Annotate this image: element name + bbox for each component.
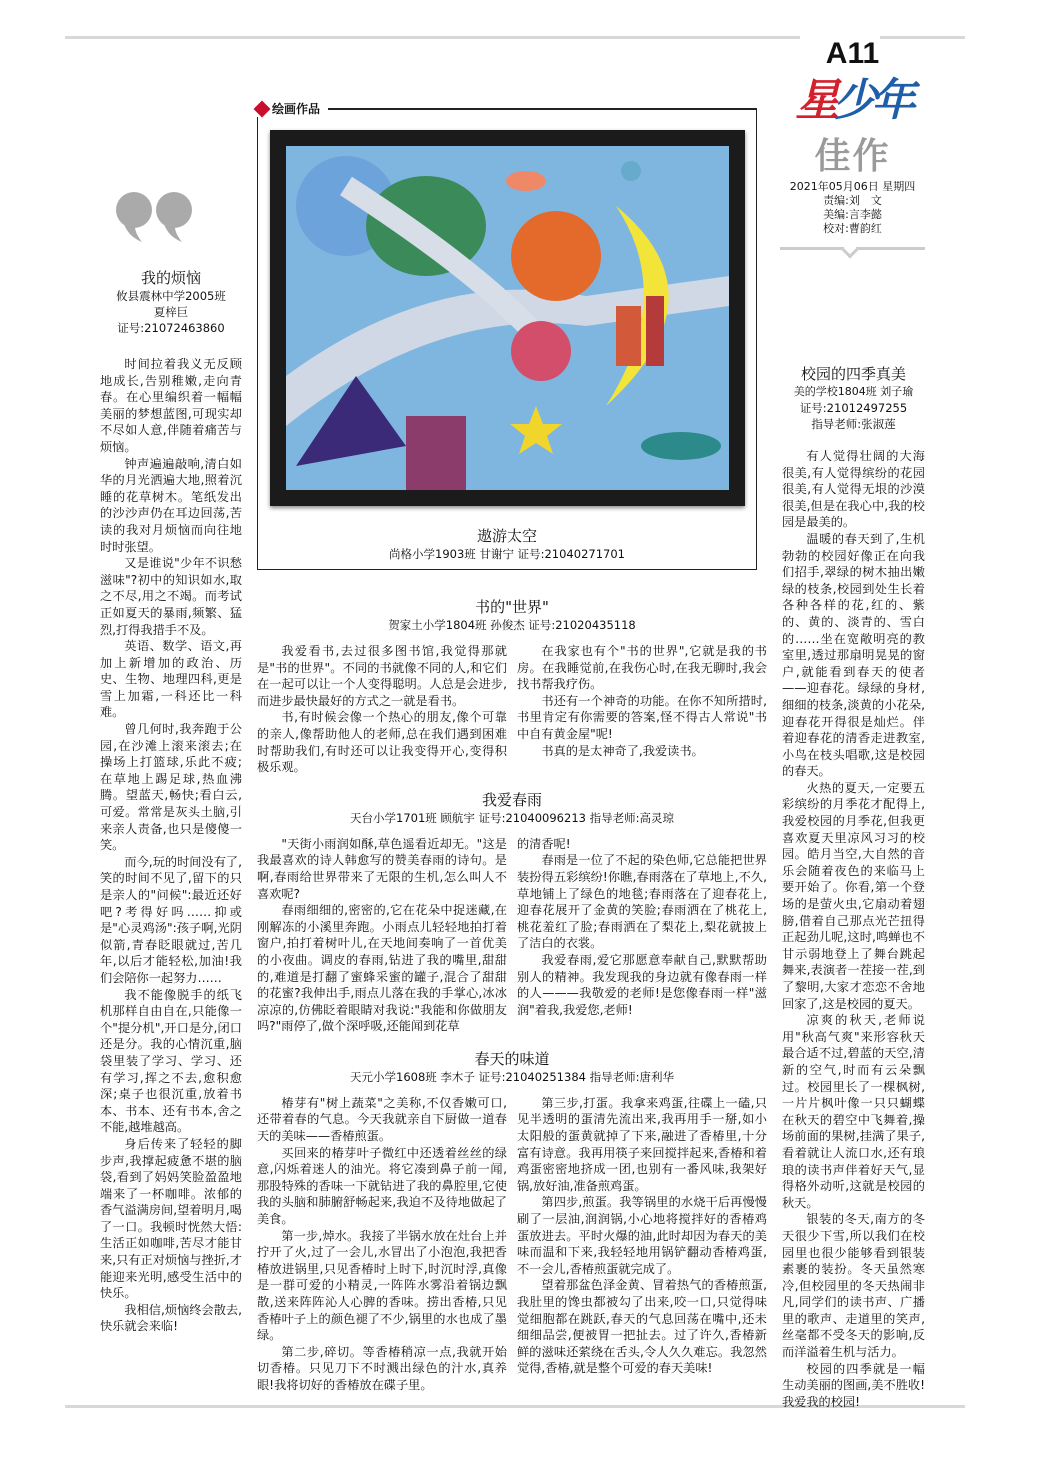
paragraph: 书,有时候会像一个热心的朋友,像个可靠的亲人,像帮助他人的老师,总在我们遇到困难时帮助我们,有时还可以让我变得开心,变得积极乐观。 — [257, 710, 507, 775]
taste-col-2 — [517, 1095, 767, 1394]
rain-article — [257, 790, 767, 1035]
paragraph: 第二步,碎切。等香椿稍凉一点,我就开始切香椿。只见刀下不时溅出绿色的汁水,真养眼!我将切好的香椿放在碟子里。 — [257, 1344, 507, 1392]
article-credit: 天元小学1608班 李木子 证号:21040251384 指导老师:唐利华 — [350, 1069, 674, 1084]
center-articles — [257, 597, 767, 1408]
paragraph: 而今,玩的时间没有了,笑的时间不见了,留下的只是亲人的"问候":最近还好吧?考得好吗……抑或是"心灵鸡汤":孩子啊,光阴似箭,青春眨眼就过,苦几年,以后才能轻松,加油!我们会陪你一起努力…… — [100, 854, 242, 985]
paragraph: 时间拉着我义无反顾地成长,告别稚嫩,走向青春。在心里编织着一幅幅美丽的梦想蓝图,可现实却不尽如人意,伴随着痛苦与烦恼。 — [100, 357, 242, 454]
painting-credit: 尚格小学1903班 甘谢宁 证号:21040271701 — [389, 547, 625, 561]
article-title: 春天的味道 — [474, 1049, 550, 1068]
space-painting — [286, 146, 729, 490]
article-body — [782, 448, 925, 1410]
paragraph: "天街小雨润如酥,草色遥看近却无。"这是我最喜欢的诗人韩愈写的赞美春雨的诗句。是啊,春雨给世界带来了无限的生机,怎么叫人不喜欢呢? — [257, 836, 507, 901]
paragraph: 我相信,烦恼终会散去,快乐就会来临! — [100, 1302, 242, 1334]
taste-header — [257, 1049, 767, 1085]
paragraph: 温暖的春天到了,生机勃勃的校园好像正在向我们招手,翠绿的树木抽出嫩绿的枝条,校园到处生长着各种各样的花,红的、紫的、黄的、淡青的、雪白的……坐在宽敞明亮的教室里,透过那扇明晃晃的窗户,就能看到春天的使者——迎春花。绿绿的身材,细细的枝条,淡黄的小花朵,迎春花开得很是灿烂。伴着迎春花的清香走进教室,小鸟在枝头唱歌,这是校园的春天。 — [782, 531, 925, 779]
books-header — [257, 597, 767, 633]
paragraph: 在我家也有个"书的世界",它就是我的书房。在我睡觉前,在我伤心时,在我无聊时,我会找书帮我疗伤。 — [517, 644, 767, 692]
article-school: 美的学校1804班 刘子瑜 — [793, 385, 914, 398]
article-author: 夏梓巨 — [153, 305, 189, 319]
article-school: 攸县震林中学2005班 — [116, 289, 226, 303]
paragraph: 身后传来了轻轻的脚步声,我撑起疲惫不堪的脑袋,看到了妈妈笑脸盈盈地端来了一杯咖啡。浓郁的香气溢满房间,望着明月,喝了一口。我顿时恍然大悟:生活正如咖啡,苦尽才能甘来,只有正对烦恼与挫折,才能迎来光明,感受生活中的快乐。 — [100, 1136, 242, 1301]
painting-title: 遨游太空 — [476, 527, 537, 545]
painting-image — [270, 130, 745, 506]
paragraph: 第一步,焯水。我接了半锅水放在灶台上并拧开了火,过了一会儿,水冒出了小泡泡,我把香椿放进锅里,只见香椿时上时下,时沉时浮,真像是一群可爱的小精灵,一阵阵水雾沿着锅边飘散,送来阵阵沁人心脾的香味。捞出香椿,只见香椿叶子上的颜色褪了不少,锅里的水也成了墨绿。 — [257, 1228, 507, 1343]
article-teacher: 指导老师:张淑莲 — [811, 417, 896, 431]
painting-caption — [257, 526, 757, 562]
paragraph: 火热的夏天,一定要五彩缤纷的月季花才配得上,我爱校园的月季花,但我更喜欢夏天里凉风习习的校园。皓月当空,大自然的音乐会随着夜色的来临马上要开始了。你看,第一个登场的是萤火虫,它扇动着翅膀,借着自己那点光芒扭得正起劲儿呢,这时,鸣蝉也不甘示弱地登上了舞台跳起舞来,表演者一茬接一茬,到了黎明,大家才恋恋不舍地回家了,这是校园的夏天。 — [782, 780, 925, 1011]
logo: 星少年 — [795, 75, 910, 126]
paragraph: 钟声遍遍敲响,清白如华的月光洒遍大地,照着沉睡的花草树木。笔纸发出的沙沙声仍在耳边回荡,苦读的我对月烦恼而向往地时时张望。 — [100, 456, 242, 554]
paragraph: 我爱看书,去过很多图书馆,我觉得那就是"书的世界"。不同的书就像不同的人,和它们在一起可以让一个人变得聪明。人总是会进步,而进步最快最好的方式之一就是看书。 — [257, 644, 507, 708]
paragraph: 春雨是一位了不起的染色师,它总能把世界装扮得五彩缤纷!你瞧,春雨落在了草地上,不久,草地铺上了绿色的地毯;春雨落在了迎春花上,迎春花展开了金黄的笑脸;春雨洒在了桃花上,桃花羞红了脸;春雨洒在了梨花上,梨花就披上了洁白的衣裳。 — [517, 853, 767, 951]
paragraph: 椿芽有"树上蔬菜"之美称,不仅香嫩可口,还带着春的气息。今天我就亲自下厨做一道春天的美味——香椿煎蛋。 — [257, 1095, 507, 1144]
paragraph: 买回来的椿芽叶子微红中还透着丝丝的绿意,闪烁着迷人的油光。将它凑到鼻子前一闻,那股特殊的香味一下就钻进了我的鼻腔里,它使我的头脑和肺腑舒畅起来,我迫不及待地做起了美食。 — [257, 1145, 507, 1227]
article-credit: 天台小学1701班 顾航宇 证号:21040096213 指导老师:高灵琼 — [350, 810, 674, 825]
article-title: 我的烦恼 — [140, 269, 201, 287]
article-body — [100, 356, 242, 1335]
painting-label-text: 绘画作品 — [272, 102, 321, 116]
article-title: 我爱春雨 — [481, 790, 542, 809]
paragraph: 我不能像脱手的纸飞机那样自由自在,只能像一个"提分机",开口是分,闭口还是分。我的心情沉重,脑袋里装了学习、学习、还有学习,挥之不去,愈积愈深;桌子也很沉重,放着书本、书本、还有书本,舍之不能,越堆越高。 — [100, 987, 242, 1135]
painting-label — [252, 100, 324, 117]
books-col-1 — [257, 643, 507, 776]
article-cert: 证号:21072463860 — [117, 321, 225, 335]
article-title: 书的"世界" — [475, 598, 549, 616]
paragraph: 书真的是太神奇了,我爱读书。 — [541, 743, 704, 758]
art-editor: 美编:言李懿 — [823, 208, 882, 221]
paragraph: 凉爽的秋天,老师说用"秋高气爽"来形容秋天最合适不过,碧蓝的天空,清新的空气,时而有云朵飘过。校园里长了一棵枫树,一片片枫叶像一只只蝴蝶在秋天的碧空中飞舞着,操场前面的果树,挂满了果子,看着就让人流口水,还有琅琅的读书声伴着好天气,显得格外动听,这就是校园的秋天。 — [782, 1013, 925, 1210]
proofreader: 校对:曹韵红 — [823, 222, 882, 235]
paragraph: 又是谁说"少年不识愁滋味"?初中的知识如水,取之不尽,用之不竭。而考试正如夏天的暴雨,频繁、猛烈,打得我措手不及。 — [100, 556, 242, 637]
pencil-icon — [254, 100, 271, 117]
article-title: 校园的四季真美 — [800, 365, 906, 383]
paragraph: 校园的四季就是一幅生动美丽的图画,美不胜收!我爱我的校园! — [782, 1361, 925, 1409]
quote-mark-icon — [112, 180, 202, 250]
paragraph: 第三步,打蛋。我拿来鸡蛋,往碟上一磕,只见半透明的蛋清先流出来,我再用手一掰,如小太阳般的蛋黄就掉了下来,融进了香椿里,十分富有诗意。我再用筷子来回搅拌起来,香椿和着鸡蛋密密地挤成一团,也别有一番风味,我架好锅,放好油,准备煎鸡蛋。 — [517, 1095, 767, 1193]
paragraph: 有人觉得壮阔的大海很美,有人觉得缤纷的花园很美,有人觉得无垠的沙漠很美,但是在我心中,我的校园是最美的。 — [782, 449, 925, 530]
paragraph: 第四步,煎蛋。我等锅里的水烧干后再慢慢刷了一层油,润润锅,小心地将搅拌好的香椿鸡蛋放进去。平时火爆的油,此时却因为春天的美味而温和下来,我轻轻地用锅铲翻动香椿鸡蛋,不一会儿,香椿煎蛋就完成了。 — [517, 1195, 767, 1276]
left-article — [100, 268, 242, 1335]
paragraph: 望着那盆色泽金黄、冒着热气的香椿煎蛋,我肚里的馋虫都被勾了出来,咬一口,只觉得味觉细胞都在跳跃,春天的气息回荡在嘴中,还未细细品尝,便被胃一把扯去。过了许久,香椿新鲜的滋味还萦绕在舌头,令人久久难忘。我忽然觉得,香椿,就是整个可爱的春天美味! — [517, 1278, 767, 1376]
top-rule — [65, 36, 800, 39]
masthead-divider — [780, 244, 925, 260]
paragraph: 书还有一个神奇的功能。在你不知所措时,书里肯定有你需要的答案,怪不得古人常说"书中自有黄金屋"呢! — [517, 693, 767, 741]
section-title: 佳作 — [814, 135, 891, 177]
paragraph: 春雨细细的,密密的,它在花朵中捉迷藏,在刚解冻的小溪里奔跑。小雨点儿轻轻地拍打着窗户,拍打着树叶儿,在天地间奏响了一首优美的小夜曲。调皮的春雨,钻进了我的嘴里,甜甜的,难道是打翻了蜜蜂采蜜的罐子,混合了甜甜的花蜜?我伸出手,雨点儿落在我的手掌心,冰冰凉凉的,仿佛眨着眼睛对我说:"我能和你做朋友吗?"雨停了,做个深呼吸,还能闻到花草 — [257, 903, 507, 1034]
paragraph: 英语、数学、语文,再加上新增加的政治、历史、生物、地理四科,更是雪上加霜,一科还比一科难。 — [100, 639, 242, 720]
rain-header — [257, 790, 767, 826]
paragraph: 银装的冬天,南方的冬天很少下雪,所以我们在校园里也很少能够看到银装素裹的装扮。冬天虽然寒冷,但校园里的冬天热闹非凡,同学们的读书声、广播里的歌声、走道里的笑声,丝毫都不受冬天的影响,反而洋溢着生机与活力。 — [782, 1212, 925, 1360]
right-article — [782, 364, 925, 1410]
paragraph: 我爱春雨,爱它那愿意奉献自己,默默帮助别人的精神。我发现我的身边就有像春雨一样的人———我敬爱的老师!是您像春雨一样"滋润"着我,我爱您,老师! — [517, 952, 767, 1017]
page-number: A11 — [825, 37, 880, 70]
taste-col-1 — [257, 1095, 507, 1394]
paragraph: 曾几何时,我奔跑于公园,在沙滩上滚来滚去;在操场上打篮球,乐此不疲;在草地上踢足球,热血沸腾。望蓝天,畅快;看白云,可爱。常常是灰头土脑,引来亲人责备,也只是傻傻一笑。 — [100, 722, 242, 853]
rain-col-1 — [257, 836, 507, 1035]
editor: 责编:刘 文 — [823, 194, 882, 207]
issue-date: 2021年05月06日 星期四 — [789, 180, 916, 193]
books-col-2 — [517, 643, 767, 776]
article-cert: 证号:21012497255 — [799, 401, 908, 415]
rain-col-2 — [517, 836, 767, 1035]
paragraph-continued: 的清香呢! — [517, 836, 571, 851]
masthead — [780, 38, 925, 260]
books-article — [257, 597, 767, 776]
article-credit: 贺家土小学1804班 孙俊杰 证号:21020435118 — [388, 618, 636, 632]
taste-article — [257, 1049, 767, 1394]
